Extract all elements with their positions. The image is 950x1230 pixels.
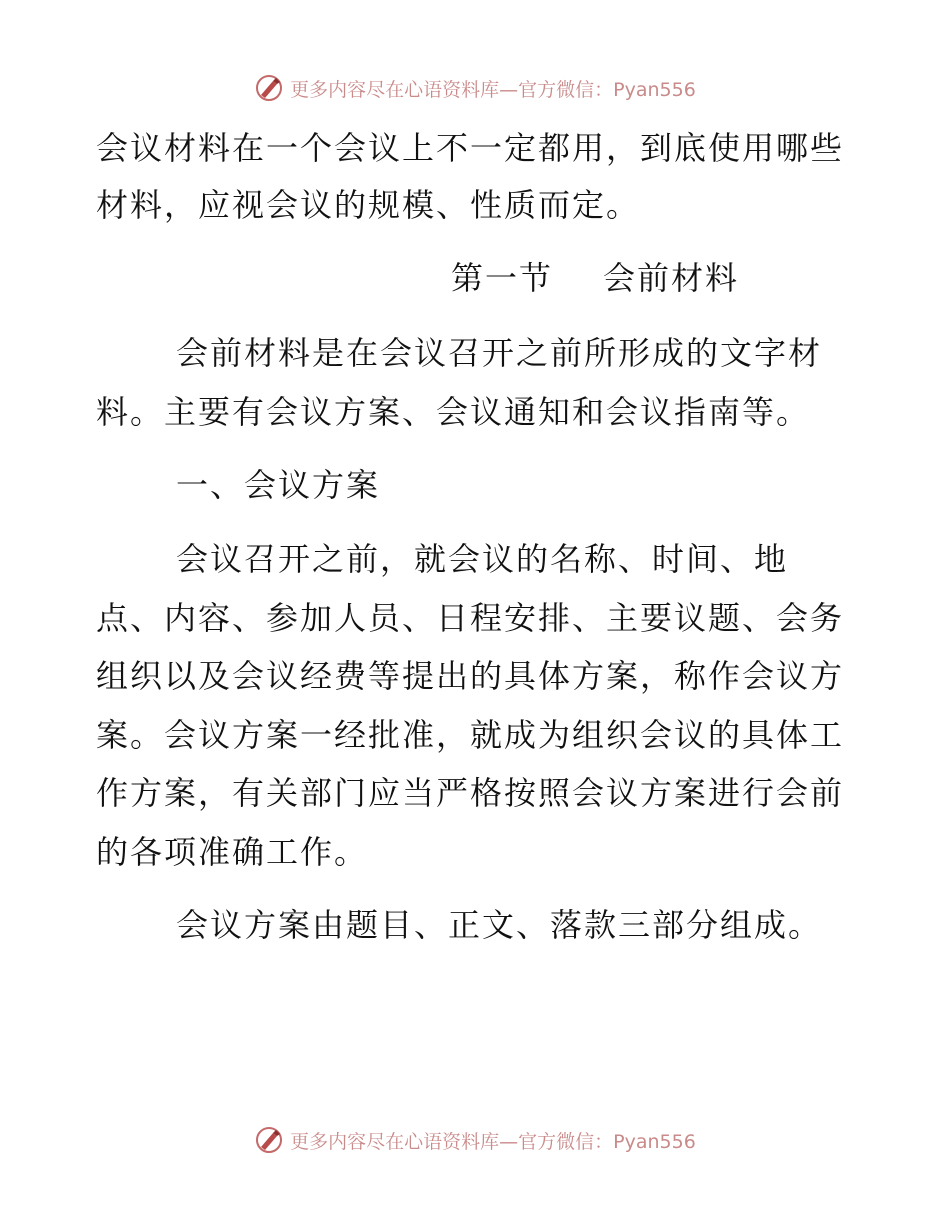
pen-logo-icon — [254, 1125, 284, 1155]
paragraph-line: 会议方案由题目、正文、落款三部分组成。 — [176, 906, 823, 944]
pen-logo-icon — [254, 73, 284, 103]
section-heading — [451, 258, 739, 298]
subheading: 一、会议方案 — [176, 466, 381, 504]
paragraph-line: 料。主要有会议方案、会议通知和会议指南等。 — [96, 393, 811, 431]
body-line: 会议材料在一个会议上不一定都用，到底使用哪些 — [96, 129, 845, 167]
watermark-text: 更多内容尽在心语资料库—官方微信：Pyan556 — [290, 1130, 696, 1153]
paragraph-line: 作方案，有关部门应当严格按照会议方案进行会前 — [96, 774, 845, 812]
header-watermark — [0, 68, 950, 108]
paragraph-line: 组织以及会议经费等提出的具体方案，称作会议方 — [96, 657, 845, 695]
paragraph-line: 会前材料是在会议召开之前所形成的文字材 — [176, 334, 823, 372]
paragraph-line: 点、内容、参加人员、日程安排、主要议题、会务 — [96, 599, 845, 637]
section-number: 第一节 — [451, 259, 554, 297]
watermark-text: 更多内容尽在心语资料库—官方微信：Pyan556 — [290, 78, 696, 101]
footer-watermark — [0, 1120, 950, 1160]
paragraph-line: 案。会议方案一经批准，就成为组织会议的具体工 — [96, 716, 845, 754]
body-line: 材料，应视会议的规模、性质而定。 — [96, 186, 641, 224]
paragraph-line: 的各项准确工作。 — [96, 833, 369, 871]
paragraph-line: 会议召开之前，就会议的名称、时间、地 — [176, 540, 789, 578]
section-title: 会前材料 — [603, 259, 740, 297]
